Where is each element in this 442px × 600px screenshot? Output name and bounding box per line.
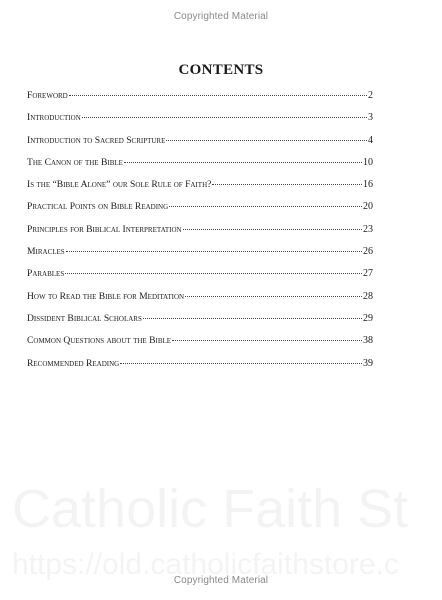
toc-entry-label: How to Read the Bible for Meditation (27, 290, 185, 302)
toc-leader-dots (172, 340, 362, 341)
toc-entry-label: Introduction to Sacred Scripture (27, 134, 166, 146)
toc-entry (27, 313, 373, 335)
toc-entry-page: 23 (363, 223, 373, 235)
toc-entry-page: 27 (363, 268, 373, 280)
toc-entry-page: 38 (363, 335, 373, 347)
toc-entry-page: 4 (368, 134, 373, 146)
toc-entry-label: Miracles (27, 246, 65, 258)
toc-entry (27, 358, 373, 380)
page-title: CONTENTS (178, 62, 264, 79)
toc-entry-label: Common Questions about the Bible (27, 335, 172, 347)
toc-leader-dots (143, 318, 362, 319)
toc-entry (27, 157, 373, 179)
toc-entry (27, 90, 373, 112)
copyright-footer: Copyrighted Material (173, 575, 269, 586)
toc-leader-dots (169, 206, 362, 207)
toc-entry-label: Dissident Biblical Scholars (27, 312, 142, 324)
toc-entry-label: Is the “Bible Alone” our Sole Rule of Faith? (27, 179, 212, 191)
toc-entry (27, 291, 373, 313)
toc-entry (27, 224, 373, 246)
toc-leader-dots (120, 363, 362, 364)
toc-leader-dots (166, 140, 367, 141)
toc-entry (27, 246, 373, 268)
toc-entry-label: Recommended Reading (27, 357, 120, 369)
copyright-header: Copyrighted Material (173, 11, 269, 22)
toc-entry-label: Foreword (27, 90, 68, 101)
toc-leader-dots (69, 95, 367, 96)
table-of-contents (27, 90, 373, 380)
toc-entry-page: 39 (363, 357, 373, 369)
toc-entry-page: 3 (368, 112, 373, 124)
toc-entry-page: 26 (363, 246, 373, 258)
toc-entry-label: Principles for Biblical Interpretation (27, 223, 182, 235)
toc-leader-dots (65, 273, 362, 274)
toc-leader-dots (82, 117, 367, 118)
toc-entry (27, 268, 373, 290)
toc-entry-page: 2 (368, 90, 373, 101)
toc-leader-dots (212, 184, 362, 185)
toc-entry (27, 201, 373, 223)
toc-entry (27, 135, 373, 157)
watermark-store-name (12, 478, 408, 540)
toc-entry-page: 20 (363, 201, 373, 213)
toc-leader-dots (183, 229, 362, 230)
toc-leader-dots (124, 162, 362, 163)
toc-entry-label: Practical Points on Bible Reading (27, 201, 169, 213)
toc-leader-dots (185, 296, 362, 297)
toc-entry-label: Parables (27, 268, 65, 280)
toc-entry-page: 16 (363, 179, 373, 191)
toc-entry-label: The Canon of the Bible (27, 156, 123, 168)
toc-entry-page: 10 (363, 156, 373, 168)
toc-entry-page: 28 (363, 290, 373, 302)
toc-entry-page: 29 (363, 312, 373, 324)
toc-entry (27, 335, 373, 357)
toc-entry (27, 112, 373, 134)
toc-leader-dots (66, 251, 362, 252)
toc-entry-label: Introduction (27, 112, 81, 124)
toc-entry (27, 179, 373, 201)
